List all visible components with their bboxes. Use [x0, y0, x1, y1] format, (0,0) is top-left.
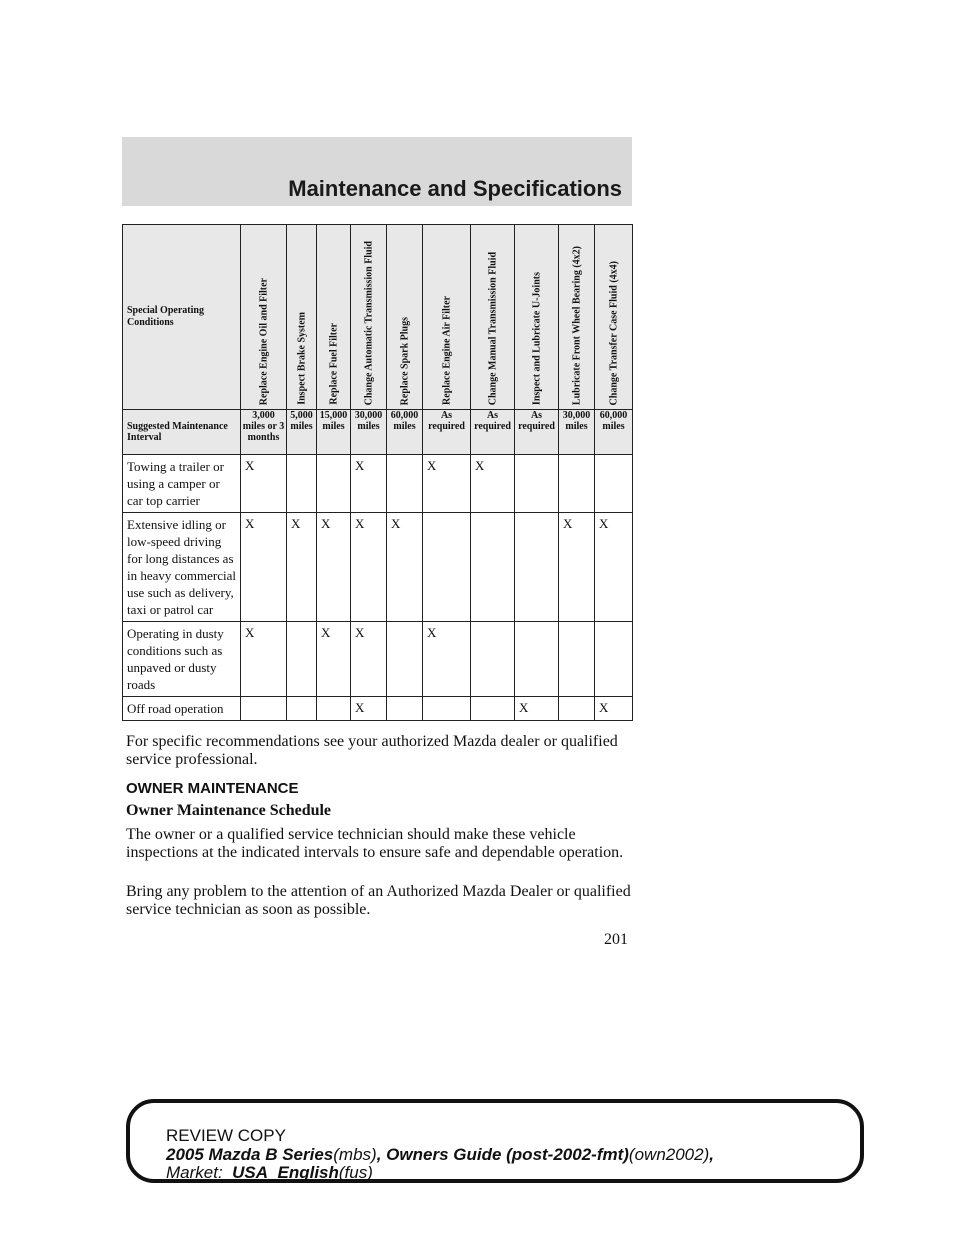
- column-label: [363, 241, 374, 405]
- interval-value: 60,000 miles: [595, 410, 633, 455]
- column-label-text: Replace Fuel Filter: [328, 323, 339, 405]
- mark-cell: X: [559, 513, 595, 622]
- guide-name: , Owners Guide (post-2002-fmt): [376, 1145, 629, 1164]
- mark-cell: X: [241, 513, 287, 622]
- mark-cell: X: [387, 513, 423, 622]
- mark-cell: X: [595, 697, 633, 721]
- mark-cell: [423, 513, 471, 622]
- mark-cell: X: [423, 622, 471, 697]
- interval-value: As required: [423, 410, 471, 455]
- mark-cell: [287, 697, 317, 721]
- interval-value: 15,000 miles: [317, 410, 351, 455]
- condition-cell: Towing a trailer or using a camper or car top carrier: [123, 455, 241, 513]
- interval-value: 30,000 miles: [351, 410, 387, 455]
- table-row: [123, 697, 633, 721]
- mark-cell: [317, 455, 351, 513]
- market-line: [166, 1164, 373, 1182]
- column-label-text: Change Transfer Case Fluid (4x4): [608, 260, 619, 405]
- mark-cell: [515, 622, 559, 697]
- mark-cell: X: [351, 697, 387, 721]
- column-header: [241, 225, 287, 410]
- mark-cell: [515, 513, 559, 622]
- column-label: [608, 261, 619, 405]
- paragraph-1: The owner or a qualified service technician should make these vehicle inspections at the indicated intervals to ensure safe and dependable operation.: [126, 826, 624, 861]
- mark-cell: [241, 697, 287, 721]
- column-label: [296, 312, 307, 405]
- mark-cell: X: [351, 622, 387, 697]
- mark-cell: [423, 697, 471, 721]
- mark-cell: X: [595, 513, 633, 622]
- column-label: [531, 272, 542, 405]
- column-header: [471, 225, 515, 410]
- interval-value: 30,000 miles: [559, 410, 595, 455]
- page-title: Maintenance and Specifications: [288, 176, 622, 201]
- column-label-text: Replace Engine Oil and Filter: [258, 277, 269, 405]
- mark-cell: [595, 455, 633, 513]
- maintenance-table: [122, 224, 633, 721]
- mark-cell: X: [317, 513, 351, 622]
- doc-info-line: [166, 1146, 714, 1164]
- column-label-text: Replace Spark Plugs: [399, 316, 410, 405]
- interval-value: 3,000 miles or 3 months: [241, 410, 287, 455]
- subheading: Owner Maintenance Schedule: [126, 802, 332, 819]
- column-header: [351, 225, 387, 410]
- column-header: [387, 225, 423, 410]
- mark-cell: X: [515, 697, 559, 721]
- interval-value: As required: [515, 410, 559, 455]
- column-label-text: Inspect Brake System: [296, 312, 307, 405]
- column-label: [487, 252, 498, 405]
- section-heading: OWNER MAINTENANCE: [126, 780, 299, 797]
- mark-cell: X: [351, 455, 387, 513]
- column-label-text: Inspect and Lubricate U-Joints: [531, 271, 542, 405]
- mark-cell: [387, 622, 423, 697]
- column-header: [559, 225, 595, 410]
- mark-cell: [387, 697, 423, 721]
- table-row: [123, 622, 633, 697]
- mark-cell: [471, 697, 515, 721]
- condition-cell: Operating in dusty conditions such as unpaved or dusty roads: [123, 622, 241, 697]
- interval-value: As required: [471, 410, 515, 455]
- column-header: [317, 225, 351, 410]
- condition-cell: Extensive idling or low-speed driving for long distances as in heavy commercial use such as delivery, taxi or patrol car: [123, 513, 241, 622]
- mark-cell: [559, 697, 595, 721]
- mark-cell: X: [287, 513, 317, 622]
- column-header: [423, 225, 471, 410]
- review-label: REVIEW COPY: [166, 1126, 286, 1145]
- column-label: [258, 278, 269, 405]
- page-number: 201: [604, 931, 628, 948]
- mark-cell: X: [241, 455, 287, 513]
- model-code: (mbs): [333, 1145, 377, 1164]
- column-label-text: Change Automatic Transmission Fluid: [363, 240, 374, 405]
- mark-cell: [287, 455, 317, 513]
- condition-cell: Off road operation: [123, 697, 241, 721]
- column-label: [399, 317, 410, 405]
- mark-cell: [515, 455, 559, 513]
- column-header: [287, 225, 317, 410]
- table-row: [123, 455, 633, 513]
- header-band: [122, 137, 632, 206]
- mark-cell: [317, 697, 351, 721]
- column-label-text: Change Manual Transmission Fluid: [487, 251, 498, 405]
- column-header: [515, 225, 559, 410]
- mark-cell: [387, 455, 423, 513]
- mark-cell: [595, 622, 633, 697]
- column-label: [571, 246, 582, 405]
- market-label: Market:: [166, 1163, 223, 1182]
- mark-cell: [471, 622, 515, 697]
- column-label-text: Replace Engine Air Filter: [441, 296, 452, 405]
- interval-label: Suggested Maintenance Interval: [123, 410, 241, 455]
- comma: ,: [709, 1145, 714, 1164]
- mark-cell: [471, 513, 515, 622]
- column-header-row: [123, 225, 633, 410]
- model-name: 2005 Mazda B Series: [166, 1145, 334, 1164]
- column-label-text: Lubricate Front Wheel Bearing (4x2): [571, 245, 582, 405]
- column-header: [595, 225, 633, 410]
- table-row: [123, 513, 633, 622]
- mark-cell: X: [317, 622, 351, 697]
- mark-cell: X: [423, 455, 471, 513]
- market-name: USA_English: [232, 1163, 339, 1182]
- paragraph-2: Bring any problem to the attention of an Authorized Mazda Dealer or qualified service technician as soon as possible.: [126, 883, 631, 918]
- mark-cell: X: [351, 513, 387, 622]
- mark-cell: X: [471, 455, 515, 513]
- mark-cell: [559, 455, 595, 513]
- mark-cell: [287, 622, 317, 697]
- corner-label: Special Operating Conditions: [123, 225, 241, 410]
- guide-code: (own2002): [628, 1145, 710, 1164]
- column-label: [328, 323, 339, 405]
- mark-cell: X: [241, 622, 287, 697]
- recommendation-text: For specific recommendations see your authorized Mazda dealer or qualified service professional.: [126, 733, 618, 768]
- interval-row: [123, 410, 633, 455]
- interval-value: 5,000 miles: [287, 410, 317, 455]
- market-code: (fus): [338, 1163, 373, 1182]
- interval-value: 60,000 miles: [387, 410, 423, 455]
- mark-cell: [559, 622, 595, 697]
- column-label: [441, 296, 452, 405]
